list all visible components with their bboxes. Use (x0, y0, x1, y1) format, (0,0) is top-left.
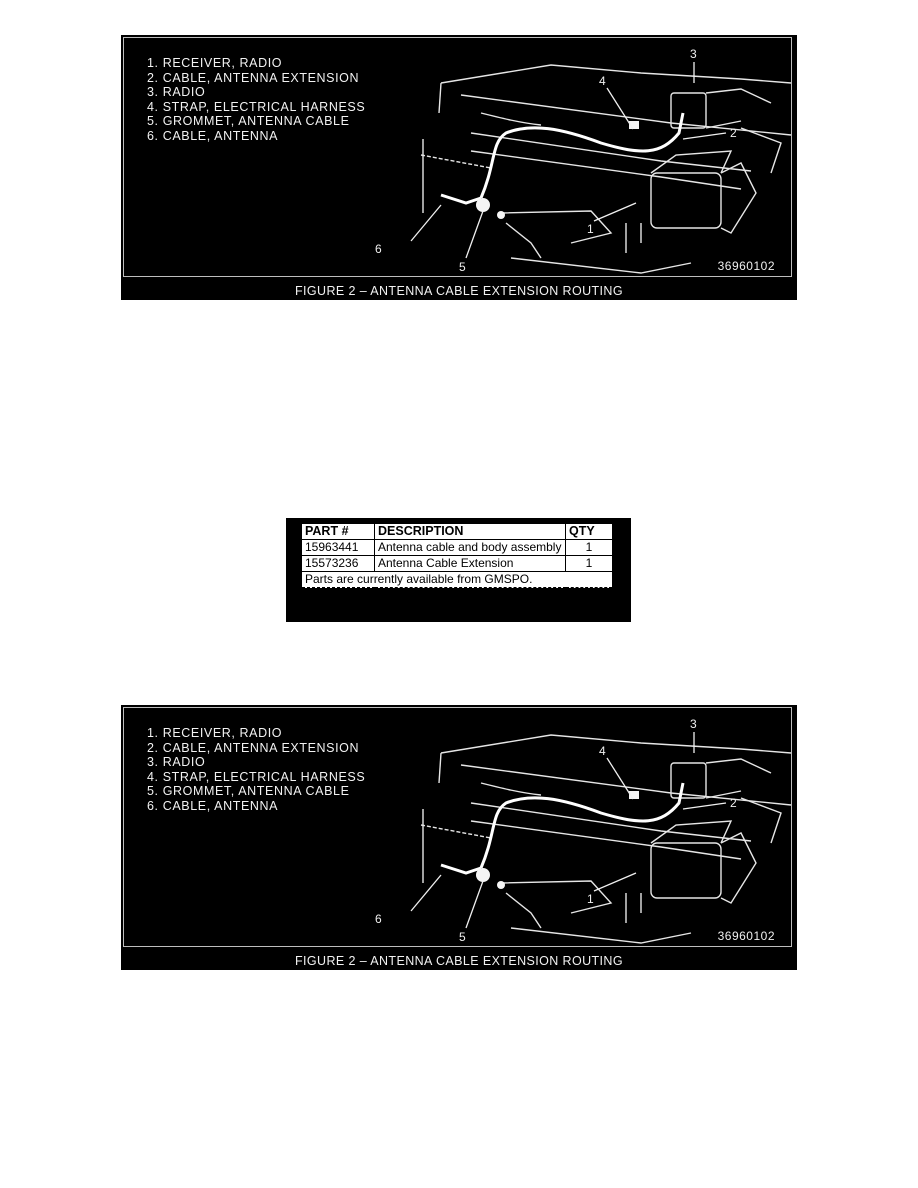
callout-6: 6 (375, 912, 382, 926)
antenna-routing-illustration (375, 43, 791, 275)
callout-3: 3 (690, 717, 697, 731)
legend-item: 3. RADIO (147, 755, 206, 769)
legend-item: 3. RADIO (147, 85, 206, 99)
callout-5: 5 (459, 930, 466, 944)
figure-id: 36960102 (717, 259, 775, 273)
table-note-row (302, 572, 613, 588)
figure-antenna-routing-2 (121, 705, 797, 970)
legend-item: 2. CABLE, ANTENNA EXTENSION (147, 70, 360, 85)
callout-1: 1 (587, 222, 594, 236)
figure-caption: FIGURE 2 – ANTENNA CABLE EXTENSION ROUTING (295, 284, 623, 298)
part-number: 15573236 (302, 556, 375, 572)
part-qty: 1 (566, 540, 613, 556)
antenna-routing-illustration (375, 713, 791, 945)
column-header-part: PART # (302, 524, 375, 540)
figure-caption: FIGURE 2 – ANTENNA CABLE EXTENSION ROUTING (295, 954, 623, 968)
column-header-description: DESCRIPTION (375, 524, 566, 540)
part-description: Antenna cable and body assembly (375, 540, 566, 556)
figure-antenna-routing-1 (121, 35, 797, 300)
callout-2: 2 (730, 126, 737, 140)
availability-note: Parts are currently available from GMSPO. (302, 572, 613, 588)
callout-3: 3 (690, 47, 697, 61)
table-header-row (302, 524, 613, 540)
callout-5: 5 (459, 260, 466, 274)
callout-4: 4 (599, 74, 606, 88)
legend-item: 4. STRAP, ELECTRICAL HARNESS (147, 99, 366, 114)
table-row (302, 556, 613, 572)
parts-table-box (286, 518, 631, 622)
legend-item: 5. GROMMET, ANTENNA CABLE (147, 114, 350, 128)
part-number: 15963441 (302, 540, 375, 556)
legend-item: 6. CABLE, ANTENNA (147, 798, 279, 813)
legend-item: 1. RECEIVER, RADIO (147, 726, 283, 740)
figure-id: 36960102 (717, 929, 775, 943)
part-description: Antenna Cable Extension (375, 556, 566, 572)
parts-table (301, 523, 613, 588)
figure-legend (147, 56, 365, 143)
callout-1: 1 (587, 892, 594, 906)
callout-4: 4 (599, 744, 606, 758)
column-header-qty: QTY (566, 524, 613, 540)
callout-6: 6 (375, 242, 382, 256)
legend-item: 5. GROMMET, ANTENNA CABLE (147, 784, 350, 798)
figure-legend (147, 726, 365, 813)
legend-item: 1. RECEIVER, RADIO (147, 56, 283, 70)
legend-item: 6. CABLE, ANTENNA (147, 128, 279, 143)
legend-item: 2. CABLE, ANTENNA EXTENSION (147, 740, 360, 755)
legend-item: 4. STRAP, ELECTRICAL HARNESS (147, 769, 366, 784)
callout-2: 2 (730, 796, 737, 810)
part-qty: 1 (566, 556, 613, 572)
table-row (302, 540, 613, 556)
